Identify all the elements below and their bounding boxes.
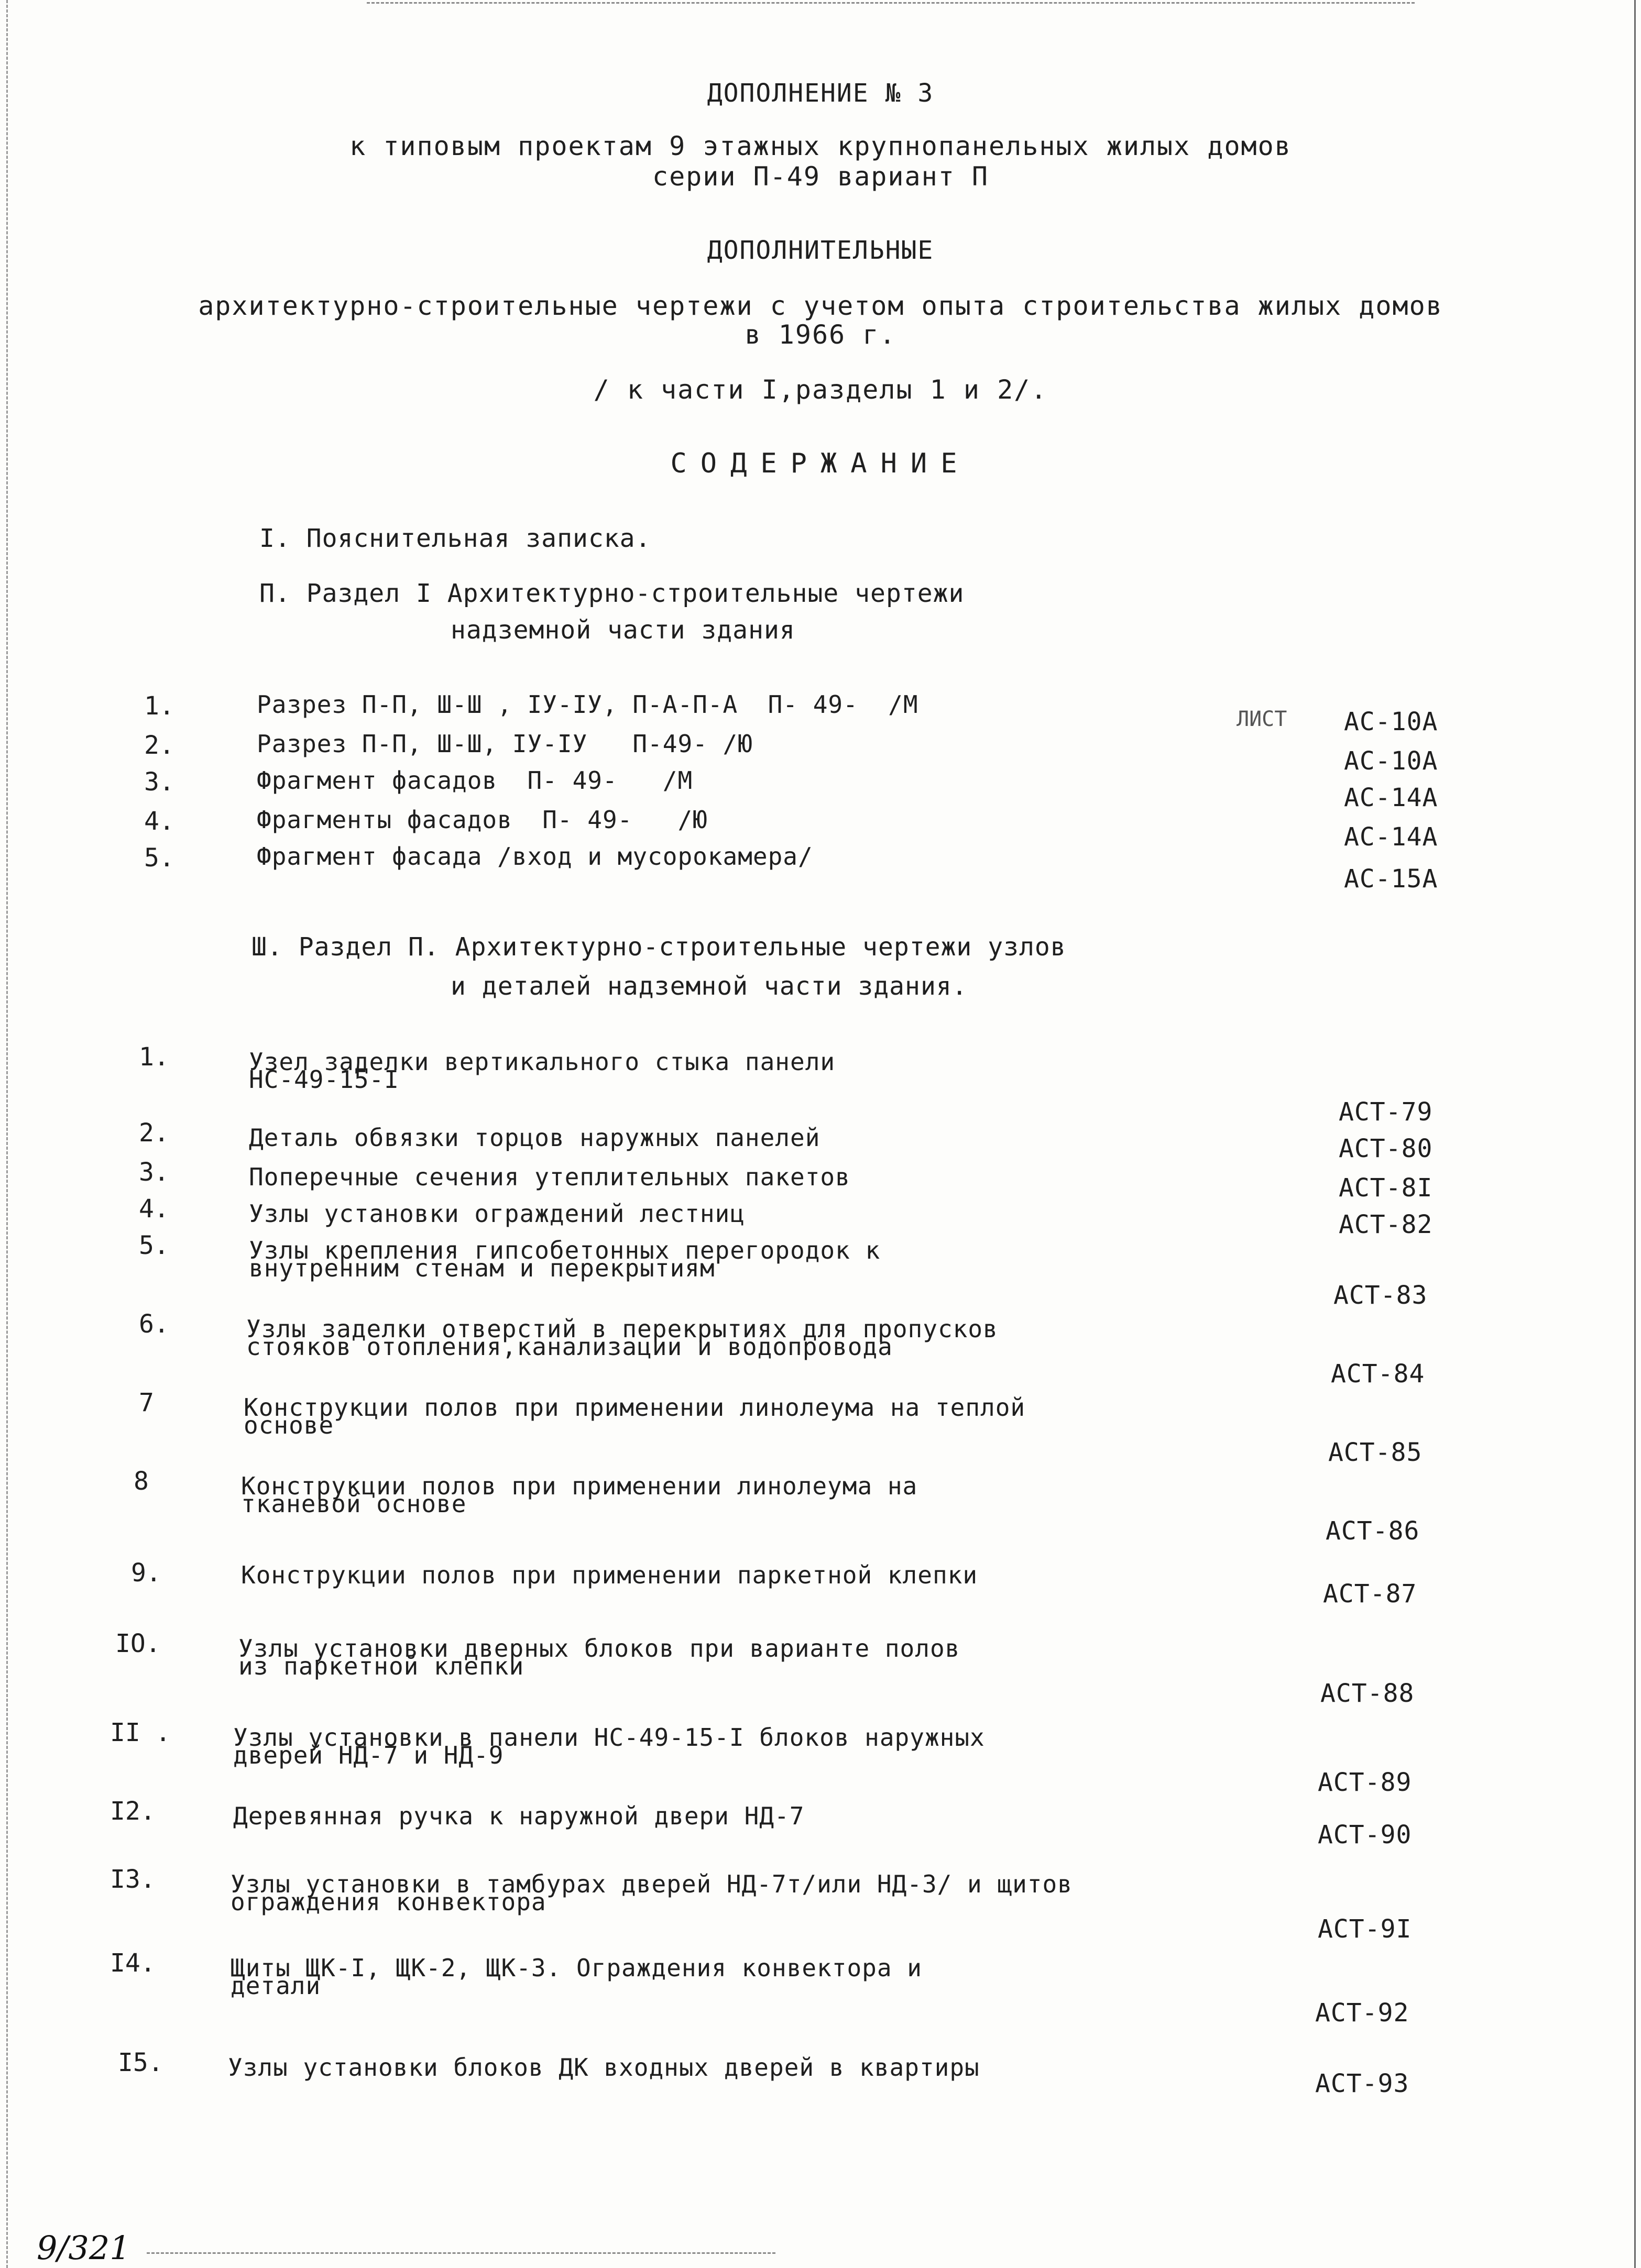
item-number: 5. [139, 1231, 169, 1260]
item-title: Узлы крепления гипсобетонных перегородок к внутренним стенам и перекрытиям [249, 1236, 881, 1282]
item-title: Фрагмент фасадов П- 49- /М [257, 766, 693, 795]
item-code: АС-14А [1344, 783, 1438, 812]
item-title: Разрез П-П, Ш-Ш, IУ-IУ П-49- /Ю [257, 730, 753, 758]
section-3-heading-line-1: Ш. Раздел П. Архитектурно-строительные чертежи узлов [251, 932, 1066, 962]
sheet-column-label: ЛИСТ [1237, 707, 1287, 731]
item-title: Конструкции полов при применении линолеума на тканевой основе [241, 1472, 918, 1518]
item-number: 8 [134, 1467, 149, 1496]
series-line-2: серии П-49 вариант П [652, 161, 989, 192]
item-title: Поперечные сечения утеплительных пакетов [249, 1163, 850, 1191]
section-2-heading-line-1: П. Раздел I Архитектурно-строительные чертежи [259, 579, 965, 608]
item-code: АСТ-84 [1331, 1359, 1425, 1389]
item-number: 1. [144, 691, 174, 721]
item-title: Узлы заделки отверстий в перекрытиях для пропусков стояков отопления,канализации и водопровода [246, 1315, 998, 1361]
item-code: АСТ-93 [1315, 2069, 1409, 2098]
item-number: 9. [131, 1558, 161, 1588]
item-title: Деревянная ручка к наружной двери НД-7 [233, 1802, 805, 1830]
item-number: 3. [139, 1158, 169, 1187]
item-number: I3. [110, 1865, 156, 1894]
item-number: 2. [139, 1118, 169, 1148]
item-number: II . [110, 1718, 171, 1747]
item-code: АСТ-9I [1318, 1914, 1412, 1944]
addendum-title: ДОПОЛНЕНИЕ № 3 [707, 79, 934, 108]
section-explanatory-note: I. Пояснительная записка. [259, 524, 651, 553]
part-reference: / к части I,разделы 1 и 2/. [593, 375, 1048, 405]
item-code: АСТ-80 [1339, 1134, 1433, 1163]
item-title: Деталь обвязки торцов наружных панелей [249, 1124, 820, 1152]
item-number: 4. [139, 1194, 169, 1224]
item-number: 7 [139, 1388, 154, 1417]
item-number: 3. [144, 767, 174, 797]
item-number: 5. [144, 843, 174, 873]
item-code: АСТ-82 [1339, 1210, 1433, 1239]
item-code: АСТ-89 [1318, 1768, 1412, 1797]
item-code: АС-14А [1344, 822, 1438, 852]
item-code: АСТ-8I [1339, 1173, 1433, 1203]
item-number: I2. [110, 1797, 156, 1826]
item-number: I4. [110, 1948, 156, 1978]
item-title: Узел заделки вертикального стыка панели НС-49-15-I [249, 1048, 836, 1094]
item-title: Узлы установки дверных блоков при варианте полов из паркетной клепки [238, 1634, 960, 1680]
item-code: АСТ-87 [1323, 1579, 1417, 1609]
item-code: АС-10А [1344, 707, 1438, 736]
item-code: АСТ-90 [1318, 1820, 1412, 1849]
item-number: 4. [144, 807, 174, 836]
item-title: Фрагменты фасадов П- 49- /Ю [257, 806, 708, 834]
item-number: IO. [115, 1629, 161, 1658]
contents-title: СОДЕРЖАНИЕ [670, 448, 971, 479]
additional-heading: ДОПОЛНИТЕЛЬНЫЕ [707, 236, 934, 265]
handwritten-archive-mark: 9/321 [37, 2229, 130, 2267]
series-line-1: к типовым проектам 9 этажных крупнопанельных жилых домов [349, 131, 1292, 161]
section-2-heading-line-2: надземной части здания [451, 615, 795, 645]
item-title: Конструкции полов при применении линолеума на теплой основе [244, 1393, 1026, 1439]
item-code: АС-15А [1344, 864, 1438, 894]
item-title: Узлы установки блоков ДК входных дверей в квартиры [228, 2053, 980, 2082]
item-title: Фрагмент фасада /вход и мусорокамера/ [257, 842, 813, 871]
item-number: I5. [118, 2048, 163, 2077]
item-code: АС-10А [1344, 746, 1438, 776]
item-code: АСТ-86 [1326, 1516, 1420, 1546]
item-title: Щиты ЩК-I, ЩК-2, ЩК-3. Ограждения конвектора и детали [231, 1954, 922, 2000]
item-number: 1. [139, 1042, 169, 1072]
section-3-heading-line-2: и деталей надземной части здания. [451, 972, 968, 1001]
item-number: 6. [139, 1309, 169, 1339]
architectural-line-1: архитектурно-строительные чертежи с учетом опыта строительства жилых домов [198, 291, 1443, 321]
item-code: АСТ-88 [1320, 1679, 1415, 1708]
item-number: 2. [144, 731, 174, 760]
architectural-line-2: в 1966 г. [745, 320, 896, 350]
item-title: Узлы установки ограждений лестниц [249, 1199, 745, 1228]
item-code: АСТ-83 [1333, 1281, 1428, 1310]
item-code: АСТ-79 [1339, 1097, 1433, 1127]
item-title: Конструкции полов при применении паркетной клепки [241, 1561, 978, 1589]
item-title: Узлы установки в тамбурах дверей НД-7т/или НД-3/ и щитов ограждения конвектора [231, 1870, 1073, 1916]
item-code: АСТ-92 [1315, 1998, 1409, 2028]
item-title: Разрез П-П, Ш-Ш , IУ-IУ, П-А-П-А П- 49- /М [257, 690, 918, 719]
item-code: АСТ-85 [1328, 1438, 1423, 1467]
item-title: Узлы установки в панели НС-49-15-I блоков наружных дверей НД-7 и НД-9 [233, 1723, 985, 1769]
